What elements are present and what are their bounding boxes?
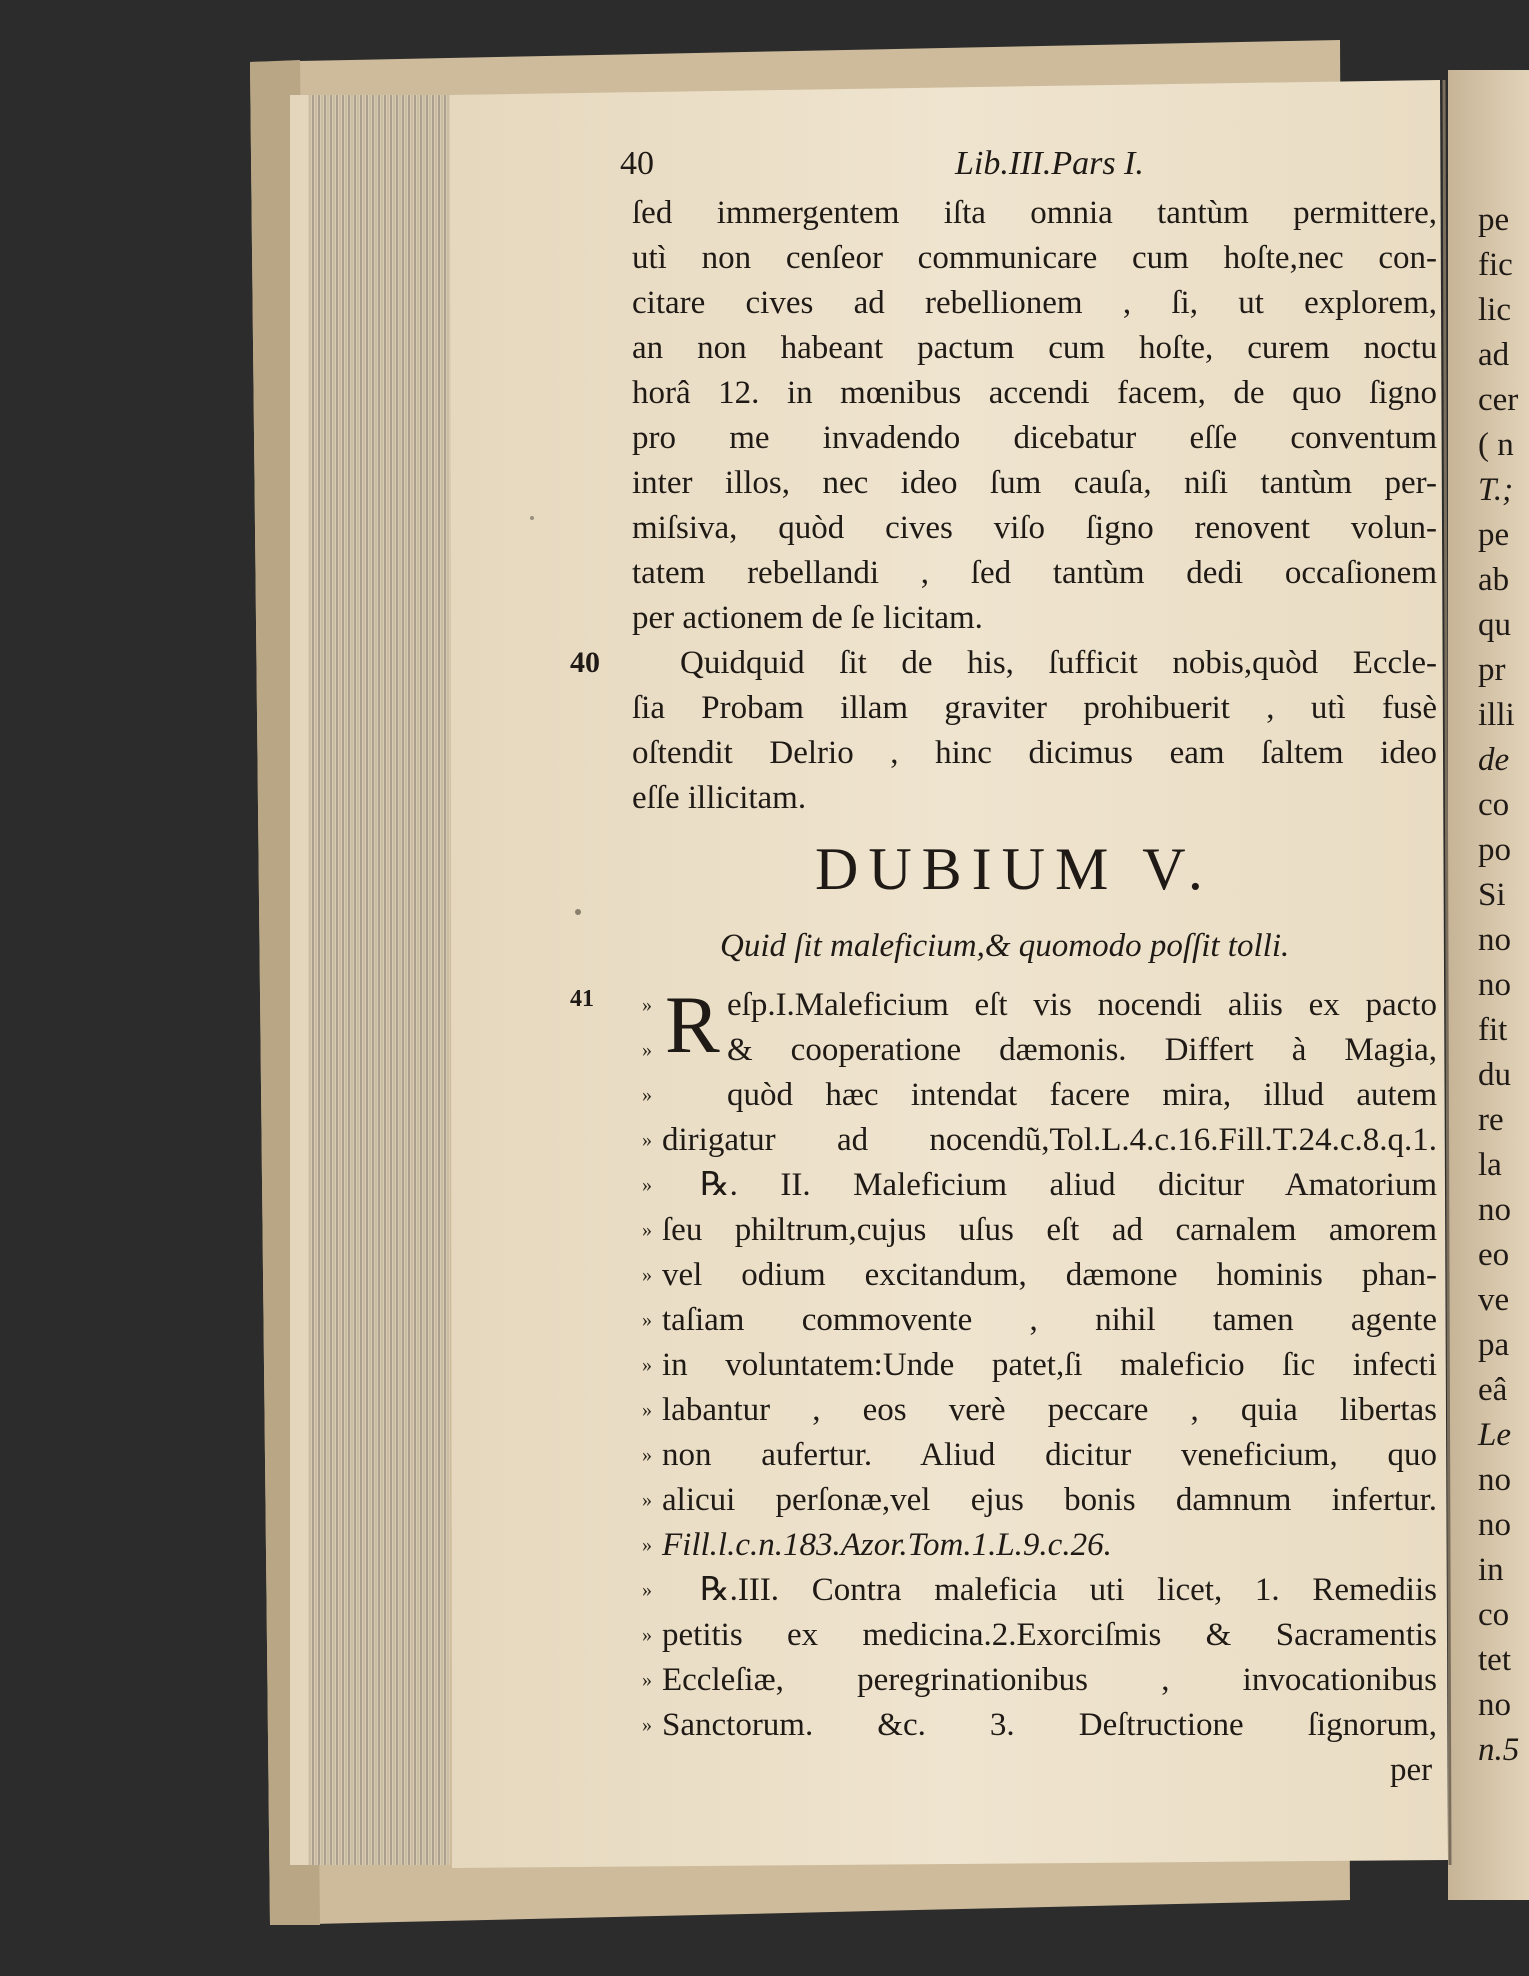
text-line: alicui perſonæ,vel ejus bonis damnum infertur. [662, 1482, 1437, 1518]
running-title: Lib.III.Pars I. [955, 145, 1144, 182]
facing-fragment: eâ [1478, 1372, 1508, 1408]
text-line: ſed immergentem iſta omnia tantùm permittere, [632, 195, 1437, 231]
quote-mark: » [642, 1444, 652, 1466]
quote-mark: » [642, 1399, 652, 1421]
quote-mark: » [642, 1624, 652, 1646]
text-line: petitis ex medicina.2.Exorciſmis & Sacramentis [662, 1617, 1437, 1653]
facing-fragment: Le [1478, 1417, 1511, 1453]
facing-fragment: re [1478, 1102, 1504, 1138]
facing-fragment: no [1478, 1462, 1511, 1498]
quote-mark: » [642, 1354, 652, 1376]
facing-fragment: pr [1478, 652, 1506, 688]
facing-fragment: illi [1478, 697, 1515, 733]
quote-mark: » [642, 1534, 652, 1556]
facing-fragment: qu [1478, 607, 1511, 643]
facing-fragment: no [1478, 1687, 1511, 1723]
facing-fragment: in [1478, 1552, 1504, 1588]
facing-fragment: co [1478, 1597, 1510, 1633]
facing-fragment: lic [1478, 292, 1511, 328]
facing-fragment: eo [1478, 1237, 1510, 1273]
text-line: ſeu philtrum,cujus uſus eſt ad carnalem amorem [662, 1212, 1437, 1248]
text-line: in voluntatem:Unde patet,ſi maleficio ſic infecti [662, 1347, 1437, 1383]
facing-fragment: pa [1478, 1327, 1510, 1363]
facing-fragment: ( n [1478, 427, 1514, 463]
text-line: pro me invadendo dicebatur eſſe conventum [632, 420, 1437, 456]
text-line: Sanctorum. &c. 3. Deſtructione ſignorum, [662, 1707, 1437, 1743]
text-line: ſia Probam illam graviter prohibuerit , utì fusè [632, 690, 1437, 726]
facing-fragment: du [1478, 1057, 1511, 1093]
facing-fragment: ad [1478, 337, 1510, 373]
quote-mark: » [642, 1489, 652, 1511]
text-line: inter illos, nec ideo ſum cauſa, niſi tantùm per- [632, 465, 1437, 501]
text-line: eſp.I.Maleficium eſt vis nocendi aliis ex pacto [727, 987, 1437, 1023]
facing-fragment: T.; [1478, 472, 1514, 508]
quote-mark: » [642, 1129, 652, 1151]
text-line: ℞. II. Maleficium aliud dicitur Amatorium [700, 1167, 1437, 1203]
quote-mark: » [642, 1039, 652, 1061]
drop-cap: R [665, 979, 720, 1070]
facing-fragment: Si [1478, 877, 1506, 913]
facing-fragment: tet [1478, 1642, 1511, 1678]
facing-fragment: co [1478, 787, 1510, 823]
quote-mark: » [642, 1309, 652, 1331]
text-line: horâ 12. in mœnibus accendi facem, de quo ſigno [632, 375, 1437, 411]
facing-fragment: no [1478, 922, 1511, 958]
text-line: vel odium excitandum, dæmone hominis phan- [662, 1257, 1437, 1293]
text-line: per actionem de ſe licitam. [632, 600, 983, 636]
quote-mark: » [642, 1714, 652, 1736]
text-line: & cooperatione dæmonis. Differt à Magia, [727, 1032, 1437, 1068]
text-line: Eccleſiæ, peregrinationibus , invocationibus [662, 1662, 1437, 1698]
facing-fragment: la [1478, 1147, 1502, 1183]
facing-fragment: pe [1478, 202, 1510, 238]
text-line: utì non cenſeor communicare cum hoſte,nec con- [632, 240, 1437, 276]
text-line: citare cives ad rebellionem , ſi, ut explorem, [632, 285, 1437, 321]
facing-fragment: no [1478, 967, 1511, 1003]
text-line: Quidquid ſit de his, ſufficit nobis,quòd Eccle- [680, 645, 1437, 681]
dubium-heading: DUBIUM V. [815, 836, 1213, 902]
facing-fragment: ab [1478, 562, 1510, 598]
text-line: oſtendit Delrio , hinc dicimus eam ſaltem ideo [632, 735, 1437, 771]
catchword: per [1390, 1752, 1433, 1788]
text-line: taſiam commovente , nihil tamen agente [662, 1302, 1437, 1338]
facing-fragment: cer [1478, 382, 1519, 418]
quote-mark: » [642, 1264, 652, 1286]
quote-mark: » [642, 1669, 652, 1691]
facing-fragment: no [1478, 1507, 1511, 1543]
text-line: eſſe illicitam. [632, 780, 807, 816]
facing-fragment: n.5 [1478, 1732, 1520, 1768]
text-line: ℞.III. Contra maleficia uti licet, 1. Remediis [700, 1572, 1437, 1608]
quote-mark: » [642, 1219, 652, 1241]
text-line: quòd hæc intendat facere mira, illud autem [727, 1077, 1437, 1113]
text-line: labantur , eos verè peccare , quia libertas [662, 1392, 1437, 1428]
facing-fragment: po [1478, 832, 1511, 868]
margin-number-40: 40 [570, 646, 600, 679]
text-line: non aufertur. Aliud dicitur veneficium, quo [662, 1437, 1437, 1473]
margin-number-41: 41 [570, 986, 594, 1012]
facing-fragment: fit [1478, 1012, 1508, 1048]
dubium-subtitle: Quid ſit maleficium,& quomodo poſſit tolli. [720, 928, 1290, 964]
facing-fragment: ve [1478, 1282, 1510, 1318]
text-line: tatem rebellandi , ſed tantùm dedi occaſionem [632, 555, 1437, 591]
quote-mark: » [642, 1174, 652, 1196]
quote-mark: » [642, 1084, 652, 1106]
page-number: 40 [620, 145, 654, 182]
facing-fragment: pe [1478, 517, 1510, 553]
facing-fragment: no [1478, 1192, 1511, 1228]
quote-mark: » [642, 994, 652, 1016]
text-line: dirigatur ad nocendũ,Tol.L.4.c.16.Fill.T.24.c.8.q.1. [662, 1122, 1437, 1158]
text-line: an non habeant pactum cum hoſte, curem noctu [632, 330, 1437, 366]
text-line: Fill.l.c.n.183.Azor.Tom.1.L.9.c.26. [662, 1527, 1112, 1563]
quote-mark: » [642, 1579, 652, 1601]
facing-fragment: de [1478, 742, 1510, 778]
text-line: miſsiva, quòd cives viſo ſigno renovent volun- [632, 510, 1437, 546]
facing-fragment: fic [1478, 247, 1513, 283]
